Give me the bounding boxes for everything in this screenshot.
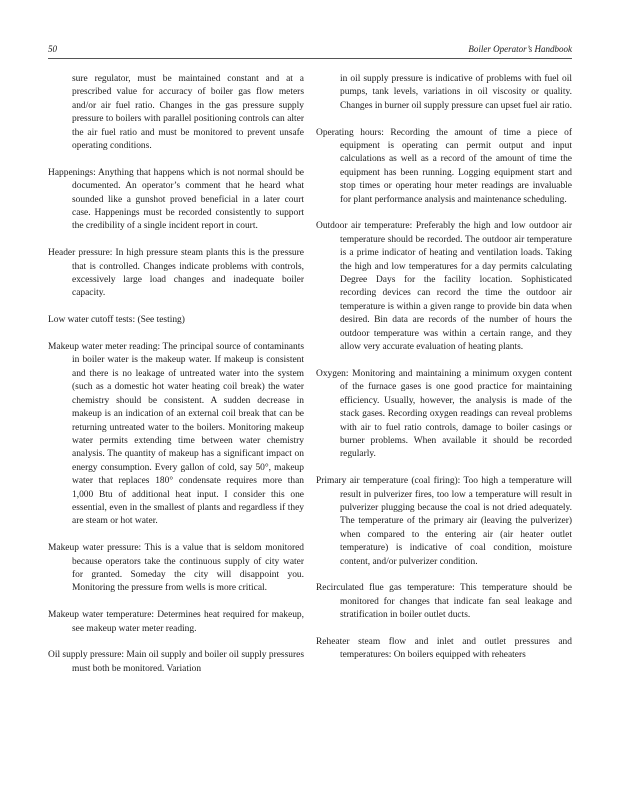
entry-oxygen: Oxygen: Monitoring and maintaining a minimum oxygen content of the furnace gases is one good practice for maintaining efficiency. Usually, however, the analysis is made of the stack gases. Recording oxygen readings can reveal problems with air to fuel ratio controls, damage to boiler casings or burner problems. When available it should be recorded regularly. — [316, 368, 572, 460]
entry-low-water-cutoff-tests: Low water cutoff tests: (See testing) — [48, 315, 185, 326]
page-number: 50 — [48, 44, 57, 54]
book-title: Boiler Operator’s Handbook — [468, 44, 572, 54]
entry-recirculated-flue-gas-temperature: Recirculated flue gas temperature: This temperature should be monitored for changes that indicate fan seal leakage and stratification in boiler outlet ducts. — [316, 583, 572, 621]
entry-operating-hours: Operating hours: Recording the amount of time a piece of equipment is operating can permit output and input calculations as well as a record of the amount of time the equipment has been running. Logging equipment start and stop times or operating hour meter readings are invaluable for plant performance analysis and maintenance scheduling. — [316, 127, 572, 205]
entry-outdoor-air-temperature: Outdoor air temperature: Preferably the high and low outdoor air temperature should be recorded. The outdoor air temperature is a prime indicator of heating and ventilation loads. Taking the high and low temperatures for a day permits calculating Degree Days for the facility location. Sophisticated recording devices can record the time the outdoor air temperature is within a given range to provide bin data when desired. Bin data are records of the number of hours the outdoor temperature was within a certain range, and they allow very accurate evaluation of heating plants. — [316, 221, 572, 353]
entry-header-pressure: Header pressure: In high pressure steam plants this is the pressure that is controlled. Changes indicate problems with controls, excessively large load changes and inadequate boiler capacity. — [48, 248, 304, 299]
entry-oil-supply-pressure: Oil supply pressure: Main oil supply and boiler oil supply pressures must both be monitored. Variation — [48, 650, 304, 674]
right-column — [316, 73, 572, 676]
running-header — [48, 44, 572, 59]
entry-reheater-steam-flow: Reheater steam flow and inlet and outlet pressures and temperatures: On boilers equipped with reheaters — [316, 636, 572, 661]
left-column — [48, 73, 304, 690]
entry-happenings: Happenings: Anything that happens which is not normal should be documented. An operator’s comment that he heard what sounded like a gunshot proved beneficial in a later court case. Happenings must be recorded consistently to support the credibility of a single incident report in court. — [48, 167, 304, 232]
entry-makeup-water-pressure: Makeup water pressure: This is a value that is seldom monitored because operators take the continuous supply of city water for granted. Someday the city will disappoint you. Monitoring the pressure from wells is more critical. — [48, 543, 304, 594]
entry-primary-air-temperature: Primary air temperature (coal firing): Too high a temperature will result in pulverizer fires, too low a temperature will result in pulverizer plugging because the coal is not dried adequately. The temperature of the primary air (leaving the pulverizer) when compared to the entering air (air heater outlet temperature) is indicative of coal condition, moisture content, and/or pulverizer condition. — [316, 476, 572, 567]
entry-makeup-water-temperature: Makeup water temperature: Determines heat required for makeup, see makeup water meter reading. — [48, 610, 304, 634]
entry-oil-supply-pressure-continued: in oil supply pressure is indicative of problems with fuel oil pumps, tank levels, variations in oil viscosity or quality. Changes in burner oil supply pressure can upset fuel air ratio. — [340, 74, 572, 111]
entry-gas-pressure-continued: sure regulator, must be maintained constant and at a prescribed value for accuracy of boiler gas flow meters and/or air fuel ratio. Changes in the gas pressure supply pressure to boilers with parallel positioning controls can alter the air fuel ratio and must be monitored to prevent unsafe operating conditions. — [72, 74, 304, 152]
entry-makeup-water-meter-reading: Makeup water meter reading: The principal source of contaminants in boiler water is the makeup water. If makeup is consistent and there is no leakage of untreated water into the system (such as a domestic hot water heating coil break) the water chemistry should be consistent. A sudden decrease in makeup is an indication of an external coil break that can be returning untreated water to the boilers. Monitoring makeup water permits extending time between water chemistry analysis. The quantity of makeup has a significant impact on energy consumption. Every gallon of cold, say 50°, makeup water that replaces 180° condensate requires more than 1,000 Btu of additional heat input. I consider this one essential, even in the smallest of plants and regardless if they are steam or hot water. — [48, 342, 304, 527]
